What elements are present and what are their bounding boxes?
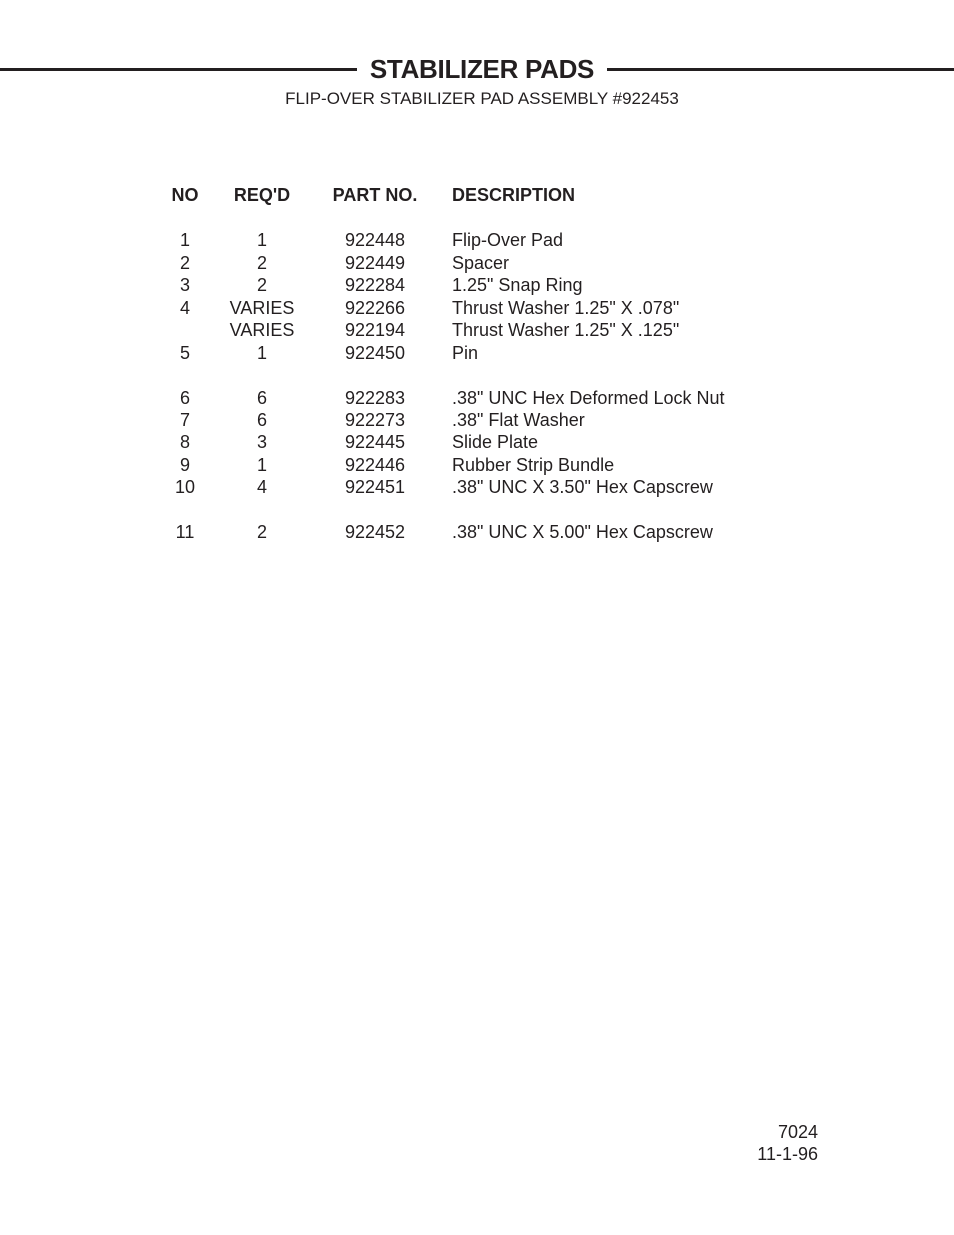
row-description: .38" UNC X 5.00" Hex Capscrew [452, 522, 713, 542]
page-title: STABILIZER PADS [369, 54, 595, 84]
row-description: Thrust Washer 1.25" X .125" [452, 320, 680, 340]
row-description: .38" UNC X 3.50" Hex Capscrew [452, 477, 713, 497]
table-row [0, 229, 954, 251]
row-no: 2 [179, 253, 190, 273]
row-reqd: VARIES [229, 298, 295, 318]
table-row [0, 297, 954, 319]
table-row [0, 387, 954, 409]
row-reqd: 2 [256, 275, 267, 295]
row-reqd: 4 [256, 477, 267, 497]
row-part-no: 922449 [344, 253, 406, 273]
row-description: Spacer [452, 253, 510, 273]
table-row [0, 431, 954, 453]
row-part-no: 922266 [344, 298, 406, 318]
revision-date: 11-1-96 [757, 1144, 818, 1164]
row-no: 4 [179, 298, 190, 318]
row-description: .38" Flat Washer [452, 410, 585, 430]
table-row [0, 476, 954, 498]
table-row [0, 274, 954, 296]
row-description: Thrust Washer 1.25" X .078" [452, 298, 680, 318]
header-no: NO [171, 185, 199, 205]
row-part-no: 922284 [344, 275, 406, 295]
row-no: 10 [174, 477, 196, 497]
row-reqd: 1 [256, 230, 267, 250]
row-reqd: 6 [256, 388, 267, 408]
row-no: 9 [179, 455, 190, 475]
row-description: Slide Plate [452, 432, 539, 452]
row-reqd: 1 [256, 455, 267, 475]
title-rule-left [0, 68, 357, 71]
row-description: Flip-Over Pad [452, 230, 564, 250]
row-no: 6 [179, 388, 190, 408]
row-reqd: 2 [256, 522, 267, 542]
row-part-no: 922194 [344, 320, 406, 340]
table-row [0, 252, 954, 274]
table-row [0, 521, 954, 543]
row-reqd: 6 [256, 410, 267, 430]
header-part-no: PART NO. [332, 185, 418, 205]
table-row [0, 342, 954, 364]
row-part-no: 922450 [344, 343, 406, 363]
table-row [0, 409, 954, 431]
table-row [0, 319, 954, 341]
title-rule-right [607, 68, 954, 71]
row-part-no: 922451 [344, 477, 406, 497]
header-reqd: REQ'D [233, 185, 291, 205]
row-no: 11 [175, 522, 195, 542]
row-part-no: 922448 [344, 230, 406, 250]
row-no: 5 [179, 343, 190, 363]
page-number: 7024 [777, 1122, 818, 1142]
row-part-no: 922283 [344, 388, 406, 408]
header-description: DESCRIPTION [452, 185, 576, 205]
row-no: 8 [179, 432, 190, 452]
table-row [0, 454, 954, 476]
row-reqd: 2 [256, 253, 267, 273]
row-part-no: 922452 [344, 522, 406, 542]
row-description: Pin [452, 343, 479, 363]
row-description: 1.25" Snap Ring [452, 275, 583, 295]
table-header-row [0, 184, 954, 206]
row-reqd: 1 [256, 343, 267, 363]
row-no: 3 [179, 275, 190, 295]
page-subtitle: FLIP-OVER STABILIZER PAD ASSEMBLY #922453 [285, 89, 679, 108]
row-description: Rubber Strip Bundle [452, 455, 615, 475]
row-part-no: 922445 [344, 432, 406, 452]
row-part-no: 922446 [344, 455, 406, 475]
row-reqd: 3 [256, 432, 267, 452]
row-no: 1 [179, 230, 190, 250]
row-description: .38" UNC Hex Deformed Lock Nut [452, 388, 725, 408]
row-part-no: 922273 [344, 410, 406, 430]
row-no: 7 [179, 410, 190, 430]
row-reqd: VARIES [229, 320, 295, 340]
